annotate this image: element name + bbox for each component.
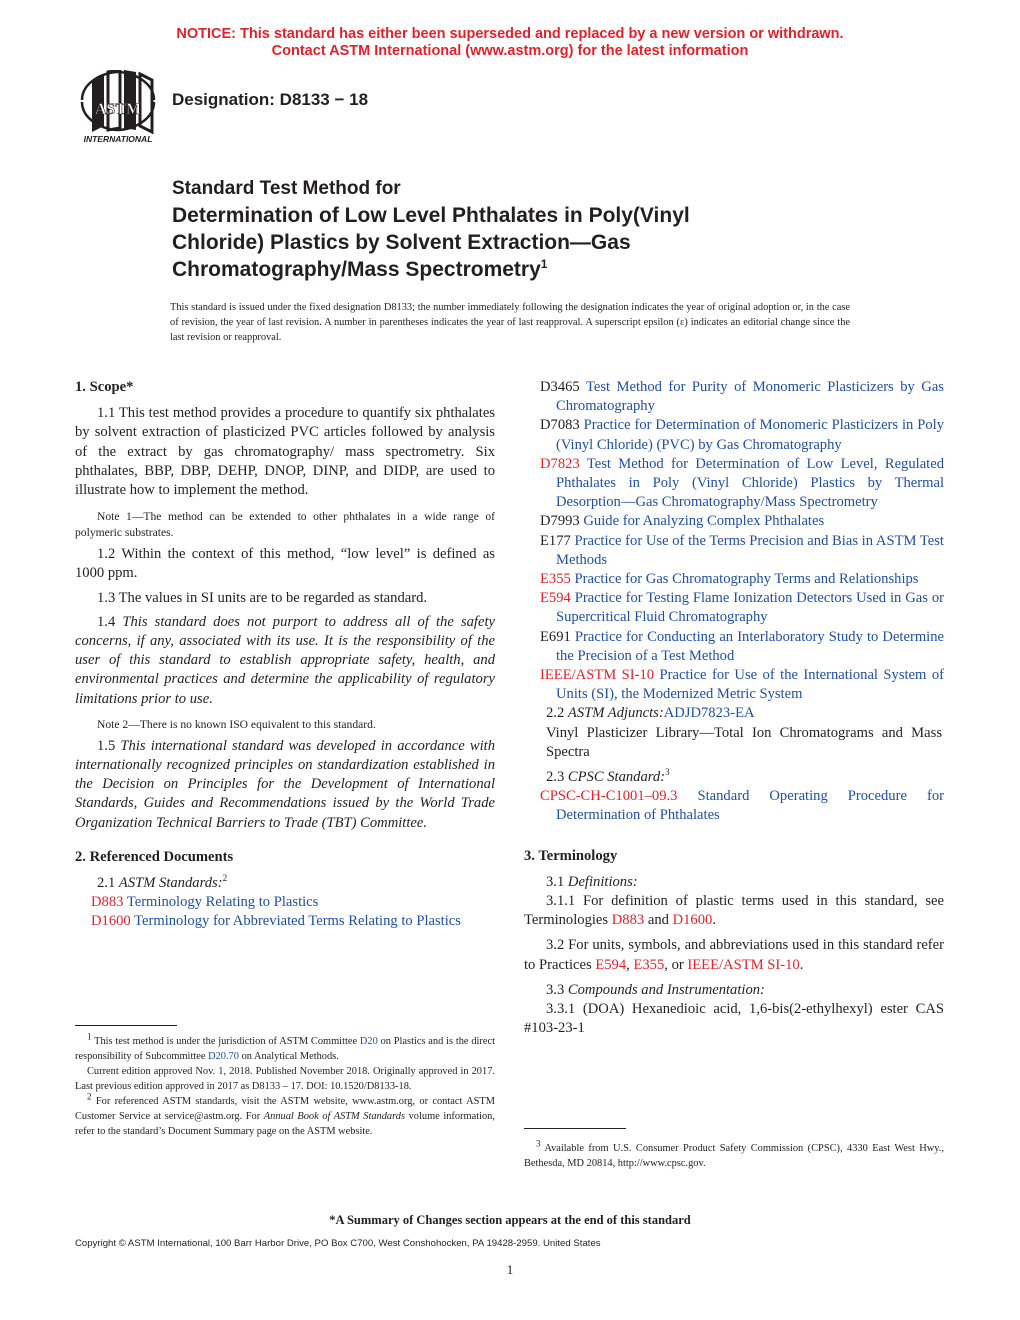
para-3-1 (524, 873, 944, 892)
right-ref-item (540, 512, 944, 531)
para-3-3 (524, 981, 944, 1000)
para-1-5-num: 1.5 (97, 737, 116, 754)
right-ref-item (540, 455, 944, 513)
right-ref-title-link[interactable]: Guide for Analyzing Complex Phthalates (583, 513, 825, 530)
right-ref-code-link[interactable]: E355 (540, 571, 571, 588)
logo-text: ASTM (94, 101, 142, 118)
right-ref-code-link[interactable]: D3465 (540, 379, 580, 395)
right-ref-item (540, 378, 944, 416)
d1600-link-term[interactable]: D1600 (672, 912, 713, 929)
left-column (75, 378, 495, 932)
withdrawal-notice (0, 26, 1020, 60)
fn1-d20-link[interactable]: D20 (359, 1036, 378, 1047)
cpsc-code-link[interactable]: CPSC-CH-C1001–09.3 (540, 788, 678, 805)
footnote-rule-right (524, 1128, 626, 1129)
footnote-rule-left (75, 1025, 177, 1026)
right-ref-item (540, 628, 944, 666)
para-2-2 (524, 704, 944, 723)
cpsc-ref (524, 787, 944, 825)
right-ref-title-link[interactable]: Practice for Testing Flame Ionization Detectors Used in Gas or Supercritical Fluid Chromatography (556, 590, 944, 626)
designation: Designation: D8133 − 18 (172, 90, 369, 109)
issuance-statement: This standard is issued under the fixed designation D8133; the number immediately following the designation indicates the year of original adoption or, in the case of revision, the year of last revision. A number in parentheses indicates the year of last reapproval. A superscript epsilon (ε) indicates an editorial change since the last revision or reapproval. (170, 302, 850, 343)
document-title (172, 175, 690, 283)
terminology-heading: 3. Terminology (524, 847, 618, 864)
right-ref-title-link[interactable]: Practice for Use of the International System of Units (SI), the Modernized Metric System (556, 667, 944, 703)
right-ref-title-link[interactable]: Practice for Use of the Terms Precision and Bias in ASTM Test Methods (556, 532, 944, 568)
right-ref-title-link[interactable]: Practice for Determination of Monomeric Plasticizers in Poly (Vinyl Chloride) (PVC) by Gas Chromatography (556, 417, 944, 453)
para-2-3-sup: 3 (665, 767, 670, 778)
scope-heading: 1. Scope* (75, 379, 134, 395)
right-ref-code-link[interactable]: D7993 (540, 513, 580, 530)
para-1-3: 1.3 The values in SI units are to be regarded as standard. (97, 589, 428, 606)
para-3-3-1: 3.3.1 (DOA) Hexanedioic acid, 1,6-bis(2-ethylhexyl) ester CAS #103-23-1 (524, 1001, 944, 1037)
right-ref-title-link[interactable]: Test Method for Determination of Low Level, Regulated Phthalates in Poly (Vinyl Chloride) Plastics by Thermal Desorption—Gas Chromatography/Mass Spectrometry (556, 455, 945, 511)
para-3-1-num: 3.1 (546, 873, 565, 890)
e594-link-term[interactable]: E594 (595, 956, 627, 973)
para-2-1-sup: 2 (222, 873, 228, 884)
right-ref-title-link[interactable]: Practice for Conducting an Interlaboratory Study to Determine the Precision of a Test Method (556, 628, 945, 664)
right-ref-code-link[interactable]: D7083 (540, 417, 580, 434)
summary-note: *A Summary of Changes section appears at the end of this standard (329, 1213, 691, 1227)
astm-logo-icon (74, 70, 162, 144)
para-2-3 (524, 768, 944, 787)
footnotes-left (75, 1031, 495, 1139)
para-1-4 (75, 613, 495, 709)
para-1-2: 1.2 Within the context of this method, “low level” is defined as 1000 ppm. (75, 546, 495, 582)
right-column (524, 378, 944, 1039)
para-3-2: 3.2 For units, symbols, and abbreviations used in this standard refer to Practices E594, E355, or IEEE/ASTM SI-10. (524, 937, 944, 973)
right-ref-title-link[interactable]: Practice for Gas Chromatography Terms and Relationships (574, 571, 919, 588)
astm-logo (74, 70, 162, 144)
para-1-4-text: This standard does not purport to address all of the safety concerns, if any, associated with its use. It is the responsibility of the user of this standard to establish appropriate safety, health, and environmental practices and determine the applicability of regulatory limitations prior to use. (75, 613, 495, 707)
refs-right-list (524, 378, 944, 704)
right-ref-item (540, 532, 944, 570)
para-2-3-label: CPSC Standard: (567, 769, 666, 786)
ieee-link-term[interactable]: IEEE/ASTM SI-10 (687, 956, 800, 973)
para-2-2-text: Vinyl Plasticizer Library—Total Ion Chromatograms and Mass Spectra (546, 724, 942, 760)
right-ref-code-link[interactable]: E691 (540, 628, 571, 645)
para-3-1-1: 3.1.1 For definition of plastic terms used in this standard, see Terminologies D883 and D1600. (524, 893, 944, 929)
right-ref-code-link[interactable]: D7823 (540, 455, 580, 472)
para-3-3-num: 3.3 (546, 981, 565, 998)
para-1-1: 1.1 This test method provides a procedure to quantify six phthalates by solvent extraction of plasticized PVC articles followed by analysis of the extract by gas chromatography/ mass spectrometry. Six phthalates, BBP, DBP, DEHP, DNOP, DINP, and DIDP, are used to illustrate how to implement the method. (75, 405, 495, 499)
left-ref-title-link[interactable]: Terminology Relating to Plastics (126, 894, 319, 911)
e355-link-term[interactable]: E355 (633, 956, 665, 973)
left-ref-code-link[interactable]: D1600 (91, 913, 131, 930)
title-line-4: Chromatography/Mass Spectrometry (172, 258, 541, 281)
cpsc-title-link[interactable]: Standard Operating Procedure for Determination of Phthalates (556, 788, 944, 824)
d883-link-term[interactable]: D883 (611, 912, 645, 929)
para-2-2-num: 2.2 (546, 705, 565, 722)
footnote-3: $^3$ Available from U.S. Consumer Product Safety Commission (CPSC), 4330 East West Hwy., Bethesda, MD 20814, http://www.cpsc.gov. (524, 1138, 944, 1169)
para-2-1 (75, 874, 495, 893)
right-ref-item (540, 570, 944, 589)
right-ref-item (540, 416, 944, 454)
para-2-1-num: 2.1 (97, 875, 116, 892)
referenced-heading: 2. Referenced Documents (75, 848, 234, 865)
notice-line-2: Contact ASTM International (www.astm.org) for the latest information (271, 43, 749, 59)
left-ref-title-link[interactable]: Terminology for Abbreviated Terms Relating to Plastics (134, 913, 461, 930)
adjunct-link[interactable]: ADJD7823-EA (663, 705, 755, 722)
para-2-1-label: ASTM Standards: (118, 875, 223, 892)
logo-subtitle: INTERNATIONAL (83, 134, 153, 144)
left-ref-item (91, 912, 495, 931)
title-line-2: Determination of Low Level Phthalates in Poly(Vinyl (172, 204, 690, 227)
copyright: Copyright © ASTM International, 100 Barr Harbor Drive, PO Box C700, West Conshohocken, PA 19428-2959. United States (75, 1238, 601, 1249)
note-1: Note 1—The method can be extended to other phthalates in a wide range of polymeric substrates. (75, 510, 495, 540)
footnote-1: $^1$ This test method is under the jurisdiction of ASTM Committee D20 on Plastics and is the direct responsibility of Subcommittee D20.70 on Analytical Methods. (75, 1031, 495, 1062)
para-2-3-num: 2.3 (546, 769, 565, 786)
footnote-1-edition: Current edition approved Nov. 1, 2018. Published November 2018. Originally approved in 2017. Last previous edition approved in 2017 as D8133 – 17. DOI: 10.1520/D8133-18. (75, 1066, 495, 1092)
right-ref-item (540, 589, 944, 627)
title-line-1: Standard Test Method for (172, 178, 401, 199)
right-ref-code-link[interactable]: E177 (540, 532, 571, 549)
right-ref-code-link[interactable]: IEEE/ASTM SI-10 (540, 667, 655, 684)
left-ref-item (91, 893, 495, 912)
fn1-d2070-link[interactable]: D20.70 (208, 1051, 239, 1062)
right-ref-title-link[interactable]: Test Method for Purity of Monomeric Plasticizers by Gas Chromatography (556, 379, 944, 415)
title-footnote-mark: 1 (540, 257, 548, 271)
footnote-2: $^2$ For referenced ASTM standards, visit the ASTM website, www.astm.org, or contact ASTM Customer Service at service@astm.org. For Annual Book of ASTM Standards volume information, refer to the standard’s Document Summary page on the ASTM website. (75, 1091, 495, 1137)
title-line-3: Chloride) Plastics by Solvent Extraction—Gas (172, 231, 631, 254)
refs-left-list (75, 893, 495, 931)
right-ref-item (540, 666, 944, 704)
left-ref-code-link[interactable]: D883 (91, 894, 124, 911)
page-number: 1 (506, 1262, 514, 1277)
para-3-1-label: Definitions: (567, 873, 638, 890)
para-2-2-label: ASTM Adjuncts: (567, 705, 664, 722)
right-ref-code-link[interactable]: E594 (540, 590, 571, 607)
para-3-3-label: Compounds and Instrumentation: (567, 981, 765, 998)
para-1-5-text: This international standard was developed in accordance with internationally recognized principles on standardization established in the Decision on Principles for the Development of International Standards, Guides and Recommendations issued by the World Trade Organization Technical Barriers to Trade (TBT) Committee. (75, 737, 496, 831)
para-1-4-num: 1.4 (97, 613, 116, 630)
notice-line-1: NOTICE: This standard has either been superseded and replaced by a new version or withdrawn. (176, 26, 844, 42)
note-2: Note 2—There is no known ISO equivalent to this standard. (97, 717, 376, 731)
para-1-5 (75, 737, 495, 833)
